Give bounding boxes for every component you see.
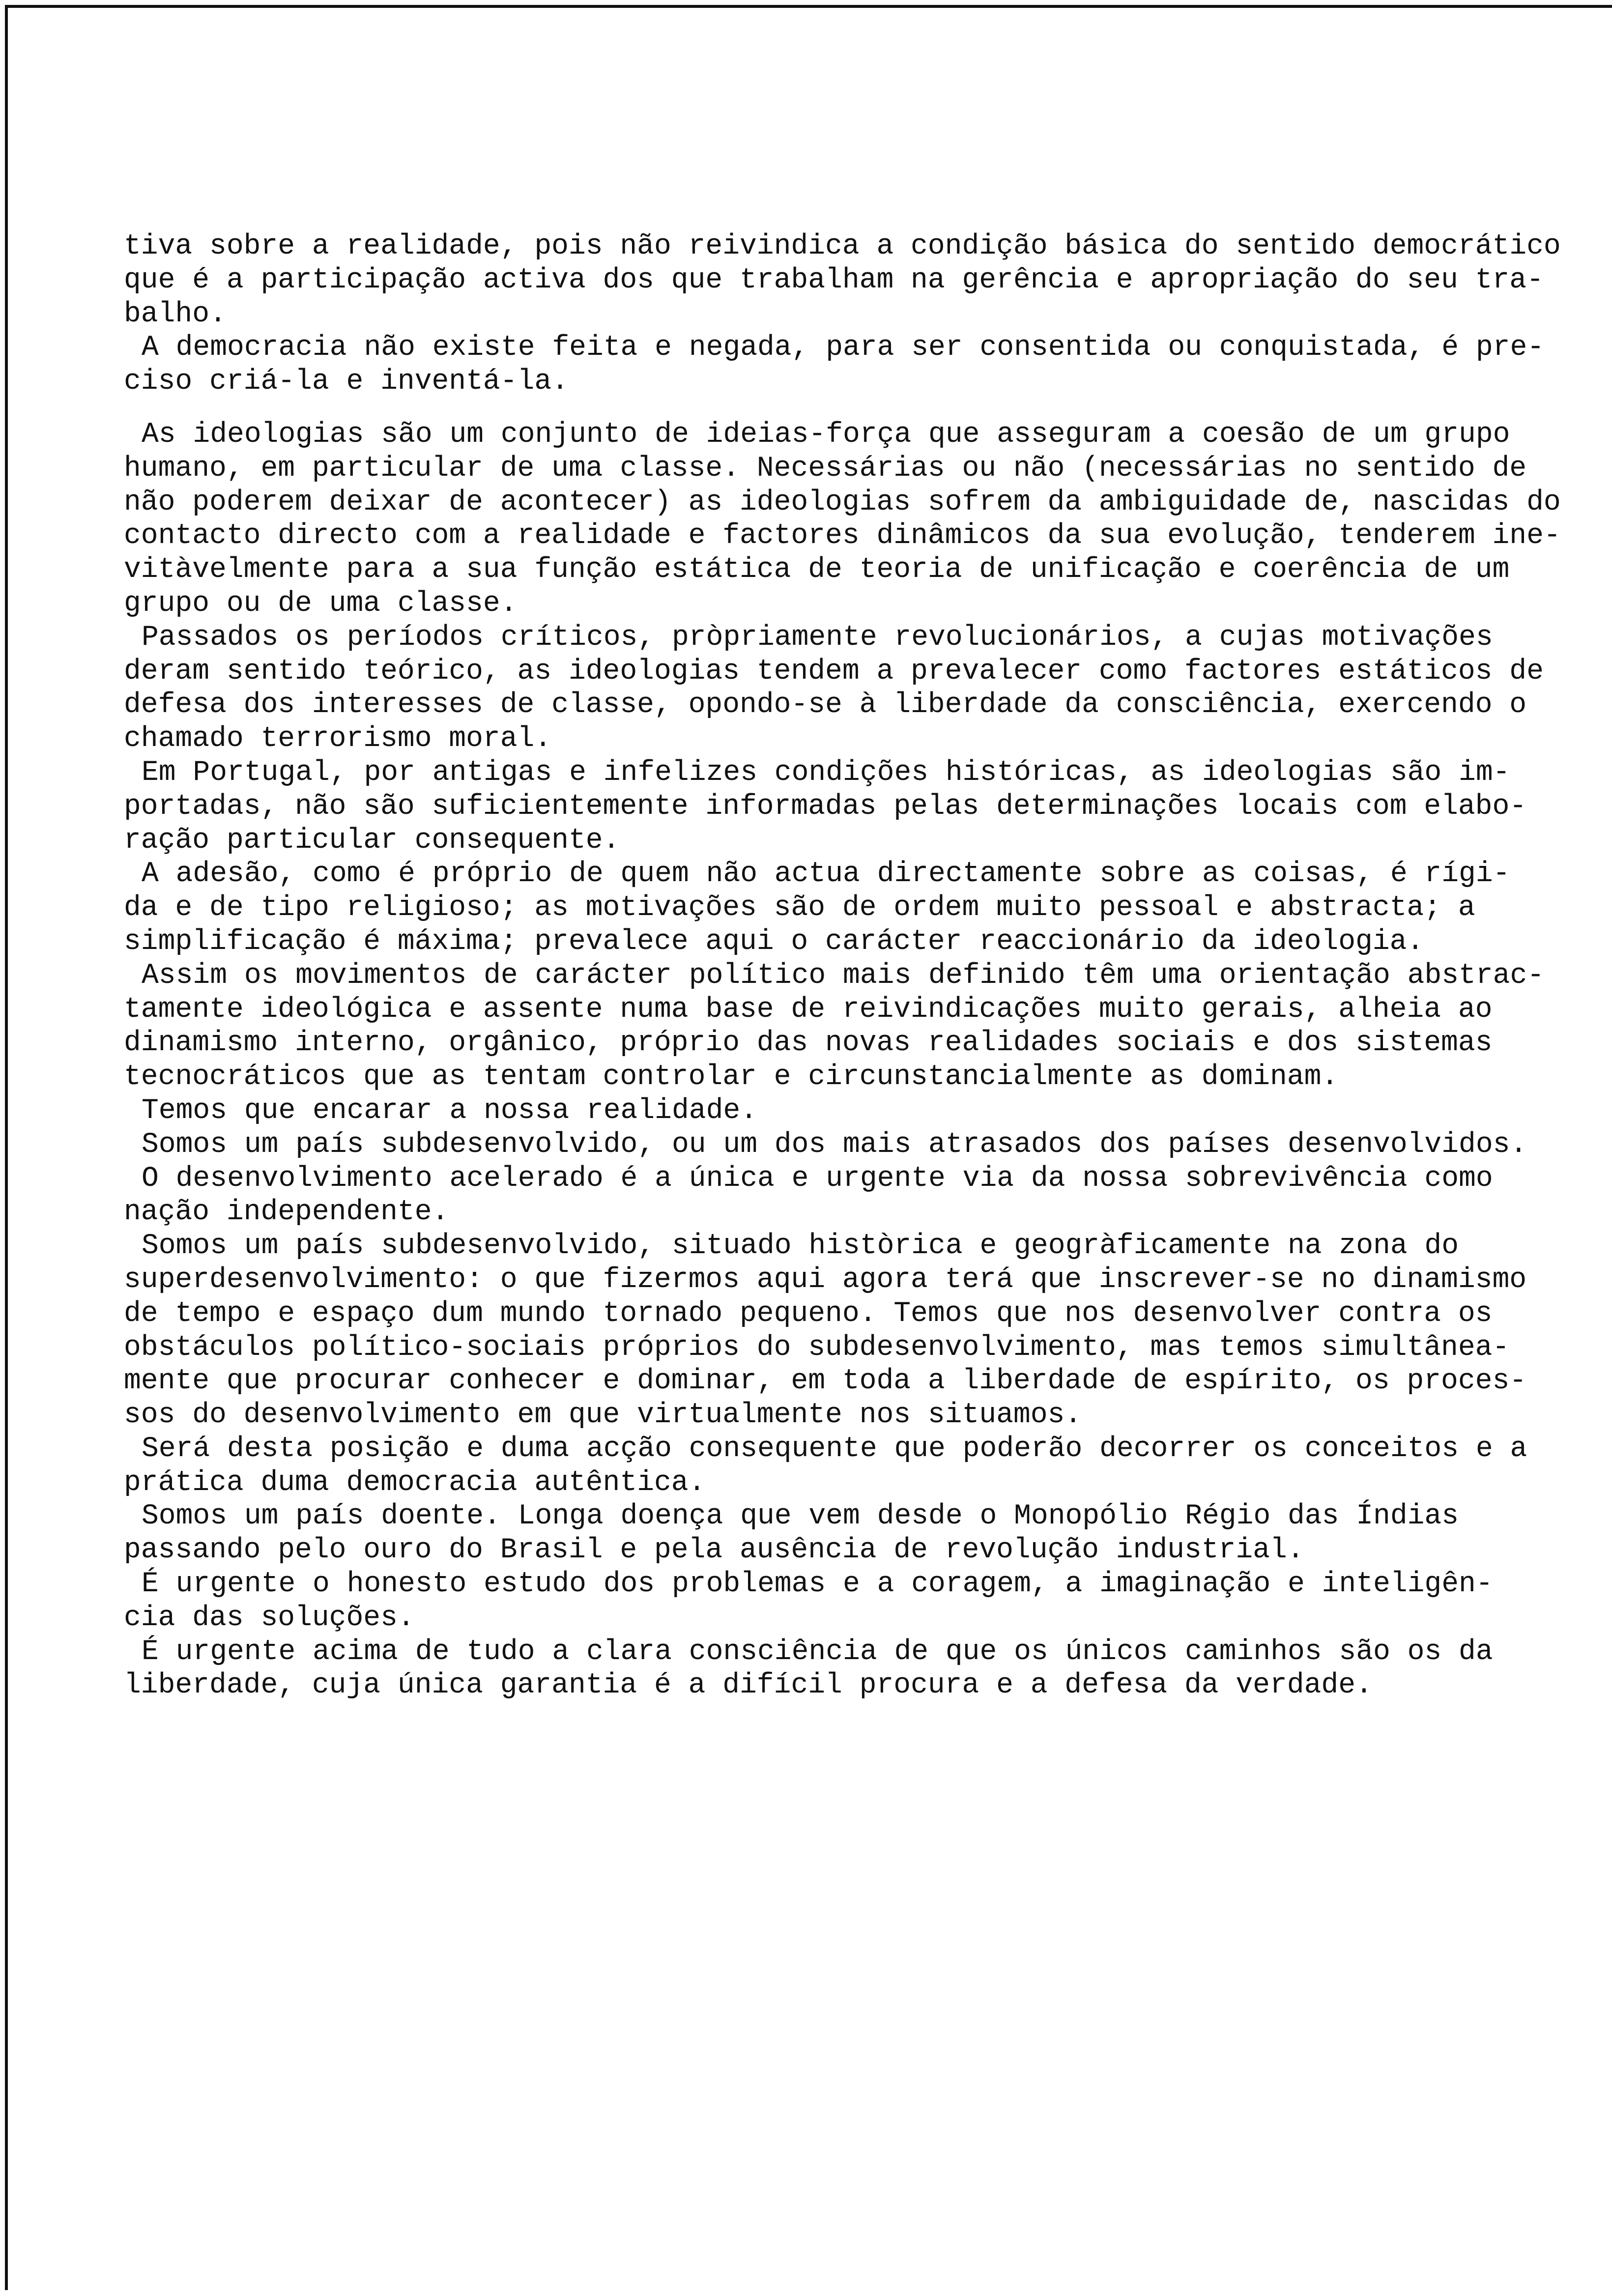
text-line: de tempo e espaço dum mundo tornado pequeno. Temos que nos desenvolver contra os [124,1297,1493,1330]
text-line: É urgente acima de tudo a clara consciência de que os únicos caminhos são os da [142,1636,1493,1668]
text-line: Somos um país subdesenvolvido, situado històrica e geogràficamente na zona do [142,1230,1459,1263]
text-line: da e de tipo religioso; as motivações são de ordem muito pessoal e abstracta; a [124,892,1475,924]
text-line: ração particular consequente. [124,824,620,857]
text-line: O desenvolvimento acelerado é a única e urgente via da nossa sobrevivência como [142,1162,1493,1195]
text-line: superdesenvolvimento: o que fizermos aqui agora terá que inscrever-se no dinamismo [124,1263,1527,1296]
text-line: vitàvelmente para a sua função estática de teoria de unificação e coerência de um [124,554,1510,586]
text-line: Somos um país doente. Longa doença que vem desde o Monopólio Régio das Índias [142,1500,1459,1533]
text-line: defesa dos interesses de classe, opondo-se à liberdade da consciência, exercendo o [124,689,1527,721]
text-line: grupo ou de uma classe. [124,587,518,620]
text-line: prática duma democracia autêntica. [124,1466,706,1499]
text-line: portadas, não são suficientemente informadas pelas determinações locais com elabo- [124,790,1527,823]
text-line: balho. [124,298,227,330]
text-line: dinamismo interno, orgânico, próprio das novas realidades sociais e dos sistemas [124,1027,1493,1060]
text-line: ciso criá-la e inventá-la. [124,366,569,398]
text-line: tecnocráticos que as tentam controlar e circunstancialmente as dominam. [124,1061,1339,1093]
text-line: sos do desenvolvimento em que virtualmente nos situamos. [124,1399,1082,1432]
text-line: passando pelo ouro do Brasil e pela ausência de revolução industrial. [124,1534,1304,1567]
text-line: humano, em particular de uma classe. Necessárias ou não (necessárias no sentido de [124,452,1527,485]
text-line: Em Portugal, por antigas e infelizes condições históricas, as ideologias são im- [142,756,1510,789]
text-line: É urgente o honesto estudo dos problemas e a coragem, a imaginação e inteligên- [142,1568,1493,1601]
text-line: A democracia não existe feita e negada, para ser consentida ou conquistada, é pre- [142,332,1545,364]
page-border-top [6,5,1612,8]
text-line: simplificação é máxima; prevalece aqui o carácter reaccionário da ideologia. [124,925,1424,958]
text-line: obstáculos político-sociais próprios do subdesenvolvimento, mas temos simultânea- [124,1331,1510,1364]
text-line: tamente ideológica e assente numa base de reivindicações muito gerais, alheia ao [124,993,1493,1026]
text-line: que é a participação activa dos que trabalham na gerência e apropriação do seu tra- [124,264,1544,296]
text-line: deram sentido teórico, as ideologias tendem a prevalecer como factores estáticos de [124,655,1544,688]
text-line: chamado terrorismo moral. [124,723,552,755]
text-line: não poderem deixar de acontecer) as ideologias sofrem da ambiguidade de, nascidas do [124,486,1561,518]
text-line: mente que procurar conhecer e dominar, em toda a liberdade de espírito, os proces- [124,1365,1527,1398]
text-line: Passados os períodos críticos, pròpriamente revolucionários, a cujas motivações [142,621,1493,654]
text-line: Temos que encarar a nossa realidade. [142,1094,758,1127]
text-line: contacto directo com a realidade e factores dinâmicos da sua evolução, tenderem ine- [124,520,1561,552]
text-line: liberdade, cuja única garantia é a difícil procura e a defesa da verdade. [124,1669,1373,1702]
text-line: Somos um país subdesenvolvido, ou um dos mais atrasados dos países desenvolvidos. [142,1128,1527,1161]
page-border-left [5,5,8,2290]
text-line: A adesão, como é próprio de quem não actua directamente sobre as coisas, é rígi- [142,858,1510,890]
text-line: Assim os movimentos de carácter político mais definido têm uma orientação abstrac- [142,959,1545,992]
text-line: As ideologias são um conjunto de ideias-força que asseguram a coesão de um grupo [142,418,1510,451]
text-line: Será desta posição e duma acção consequente que poderão decorrer os conceitos e a [142,1433,1527,1465]
text-line: cia das soluções. [124,1602,415,1634]
text-line: tiva sobre a realidade, pois não reivindica a condição básica do sentido democrático [124,230,1561,262]
text-line: nação independente. [124,1196,449,1229]
typewritten-text-block [124,230,1588,1703]
